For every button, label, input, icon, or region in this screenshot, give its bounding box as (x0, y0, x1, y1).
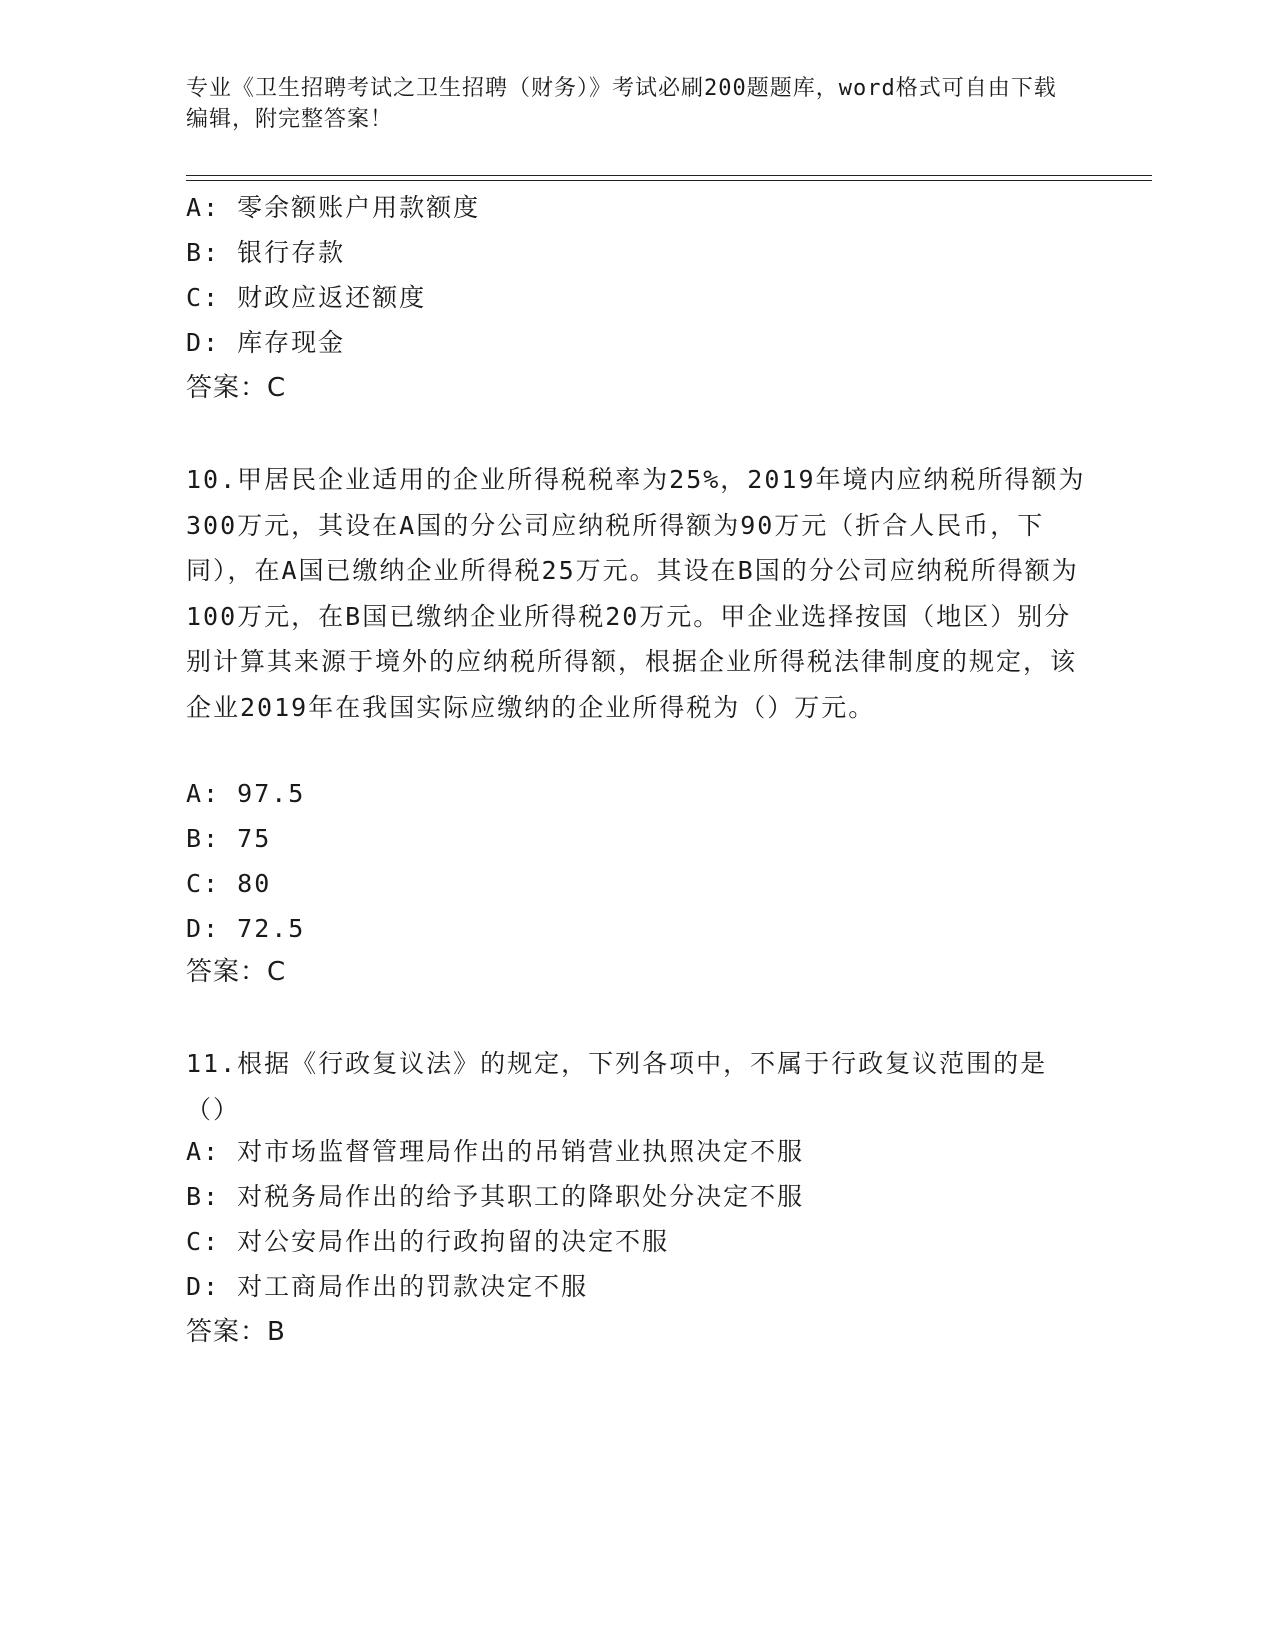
q9-option-a: A: 零余额账户用款额度 (186, 193, 481, 222)
q11-option-b: B: 对税务局作出的给予其职工的降职处分决定不服 (186, 1182, 805, 1211)
q10-option-b: B: 75 (186, 824, 272, 853)
q10-option-a: A: 97.5 (186, 779, 306, 808)
q9-option-d: D: 库存现金 (186, 328, 346, 357)
header-rule-bottom (186, 180, 1152, 181)
q9-option-b: B: 银行存款 (186, 238, 346, 267)
q11-answer: 答案：B (186, 1317, 286, 1347)
q11-option-d: D: 对工商局作出的罚款决定不服 (186, 1272, 589, 1301)
q10-answer: 答案：C (186, 957, 287, 987)
q9-answer: 答案：C (186, 373, 287, 403)
header-rule-top (186, 175, 1152, 176)
q9-option-c: C: 财政应返还额度 (186, 283, 427, 312)
q11-question: 11.根据《行政复议法》的规定，下列各项中，不属于行政复议范围的是（） (186, 1049, 1048, 1124)
q10-question: 10.甲居民企业适用的企业所得税税率为25%，2019年境内应纳税所得额为300万元，其设在A国的分公司应纳税所得额为90万元（折合人民币，下同），在A国已缴纳企业所得税25万元。其设在B国的分公司应纳税所得额为100万元，在B国已缴纳企业所得税20万元。甲企业选择按国（地区）别分别计算其来源于境外的应纳税所得额，根据企业所得税法律制度的规定，该企业2019年在我国实际应缴纳的企业所得税为（）万元。 (186, 465, 1086, 722)
document-header: 专业《卫生招聘考试之卫生招聘（财务）》考试必刷200题题库，word格式可自由下载编辑，附完整答案！ (186, 76, 1057, 132)
q10-option-c: C: 80 (186, 869, 272, 898)
q11-option-a: A: 对市场监督管理局作出的吊销营业执照决定不服 (186, 1137, 805, 1166)
q10-option-d: D: 72.5 (186, 914, 306, 943)
q11-option-c: C: 对公安局作出的行政拘留的决定不服 (186, 1227, 670, 1256)
